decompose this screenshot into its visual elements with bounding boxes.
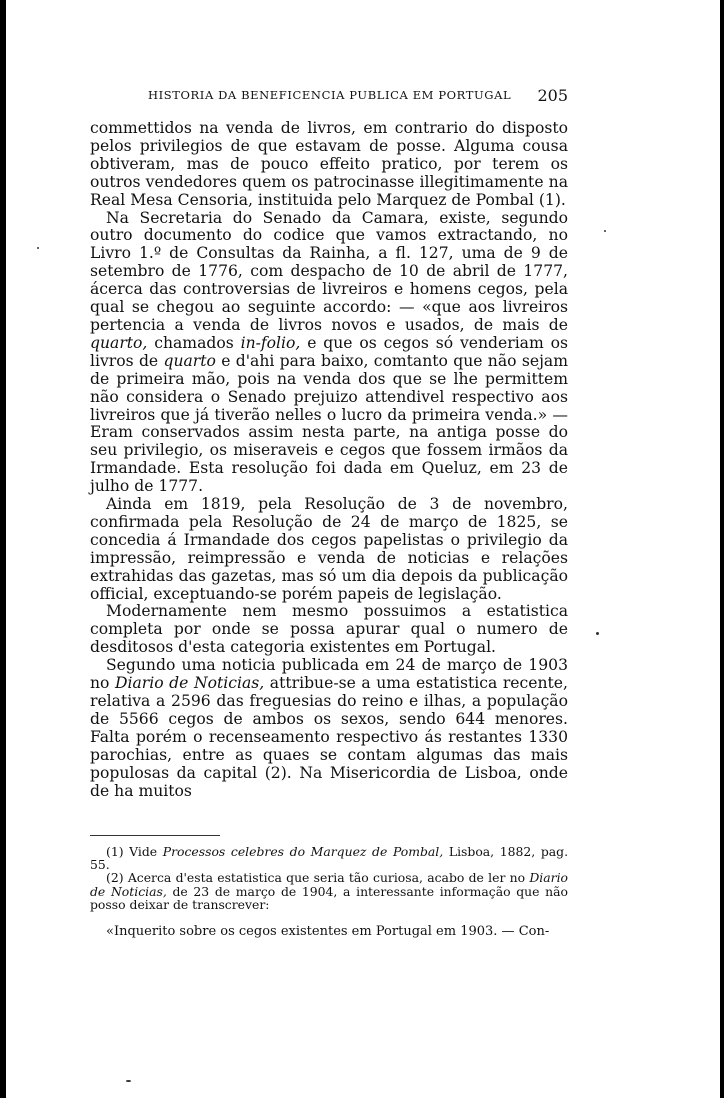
footnotes: [90, 845, 568, 938]
italic-text: quarto,: [90, 333, 148, 352]
footnote: (2) Acerca d'esta estatistica que seria tão curiosa, acabo de ler no Diario de Noticias, de 23 de março de 1904, a interessante informação que não posso deixar de transcrever:: [90, 870, 568, 912]
scan-speck: [596, 632, 599, 635]
quote-start: «Inquerito sobre os cegos existentes em Portugal em 1903. — Con-: [106, 924, 550, 940]
italic-text: Diario de Noticias,: [115, 674, 265, 693]
italic-text: Diario de Noticias,: [90, 870, 568, 899]
paragraph: Ainda em 1819, pela Resolução de 3 de novembro, confirmada pela Resolução de 24 de março de 1825, se concedia á Irmandade dos cegos papelistas o privilegio da impressão, reimpressão e venda de noticias e relações extrahidas das gazetas, mas só um dia depois da publicação official, exceptuando-se porém papeis de legislação.: [90, 495, 568, 603]
scan-border-left: [0, 0, 6, 1098]
scan-speck: [604, 230, 606, 232]
italic-text: in-folio,: [240, 333, 301, 352]
running-header: [148, 86, 568, 108]
paragraph: commettidos na venda de livros, em contrario do disposto pelos privilegios de que estavam de posse. Alguma cousa obtiveram, mas de pouco effeito pratico, por terem os outros vendedores quem os patrocinasse illegitimamente na Real Mesa Censoria, instituida pelo Marquez de Pombal (1).: [90, 119, 568, 209]
page-number: 205: [537, 86, 568, 105]
footnote-rule: [90, 835, 220, 836]
paragraph: Segundo uma noticia publicada em 24 de março de 1903 no Diario de Noticias, attribue-se a uma estatistica recente, relativa a 2596 das freguesias do reino e ilhas, a população de 5566 cegos de ambos os sexos, sendo 644 menores. Falta porém o recenseamento respectivo ás restantes 1330 parochias, entre as quaes se contam algumas das mais populosas da capital (2). Na Misericordia de Lisboa, onde de ha muitos: [90, 656, 568, 800]
scan-border-right: [720, 0, 724, 1098]
scan-speck: [126, 1080, 131, 1082]
italic-text: Processos celebres do Marquez de Pombal,: [162, 844, 444, 859]
body-text: [90, 120, 568, 800]
footnote: (1) Vide Processos celebres do Marquez de Pombal, Lisboa, 1882, pag. 55.: [90, 844, 569, 873]
scan-speck: [37, 247, 39, 249]
paragraph: Modernamente nem mesmo possuimos a estatistica completa por onde se possa apurar qual o numero de desditosos d'esta categoria existentes em Portugal.: [90, 602, 568, 657]
italic-text: quarto: [163, 351, 216, 370]
running-title: HISTORIA DA BENEFICENCIA PUBLICA EM PORTUGAL: [148, 88, 512, 102]
paragraph: Na Secretaria do Senado da Camara, existe, segundo outro documento do codice que vamos extractando, no Livro 1.º de Consultas da Rainha, a fl. 127, uma de 9 de setembro de 1776, com despacho de 10 de abril de 1777, ácerca das controversias de livreiros e homens cegos, pela qual se chegou ao seguinte accordo: — «que aos livreiros pertencia a venda de livros novos e usados, de mais de quarto, chamados in-folio, e que os cegos só venderiam os livros de quarto e d'ahi para baixo, comtanto que não sejam de primeira mão, pois na venda dos que se lhe permittem não considera o Senado prejuizo attendivel respectivo aos livreiros que já tiverão nelles o lucro da primeira venda.» — Eram conservados assim nesta parte, na antiga posse do seu privilegio, os miseraveis e cegos que fossem irmãos da Irmandade. Esta resolução foi dada em Queluz, em 23 de julho de 1777.: [90, 208, 568, 496]
